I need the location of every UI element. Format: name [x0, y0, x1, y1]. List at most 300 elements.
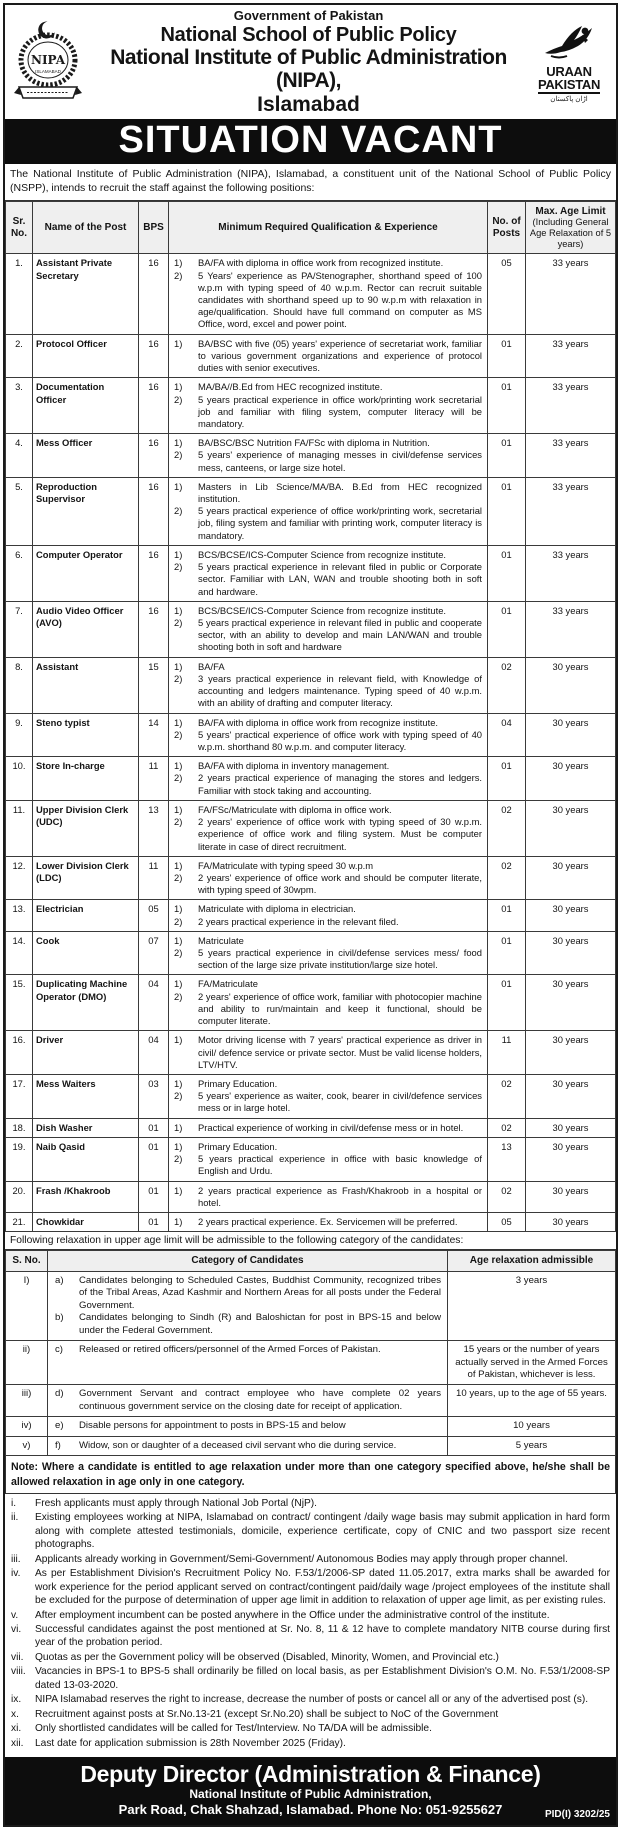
post-bps: 01: [139, 1212, 169, 1231]
post-bps: 04: [139, 975, 169, 1031]
post-name: Mess Officer: [33, 434, 139, 478]
qualification-item: [172, 605, 484, 617]
qualification-item: [172, 717, 484, 729]
instruction-text: Recruitment against posts at Sr.No.13-21 (except Sr.No.20) shall be subject to NoC of the Government: [35, 1708, 499, 1720]
post-qualification: [169, 601, 488, 657]
post-sr-no: 10.: [6, 757, 33, 801]
qualification-item-number: 1): [174, 1121, 183, 1133]
qualification-item: [172, 437, 484, 449]
category-item-label: e): [55, 1420, 64, 1432]
post-count: 13: [488, 1137, 526, 1181]
qualification-item-text: Practical experience of working in civil/defense mess or in hotel.: [198, 1121, 464, 1133]
post-max-age: 33 years: [526, 434, 616, 478]
qualification-item-number: 1): [174, 934, 183, 946]
qualification-item-text: FA/Matriculate: [198, 978, 258, 990]
qualification-item: [172, 916, 484, 928]
post-max-age: 33 years: [526, 378, 616, 434]
qualification-item-number: 2): [174, 871, 183, 883]
relaxation-table-header-row: [6, 1251, 616, 1272]
post-count: 01: [488, 545, 526, 601]
qualification-item: [172, 872, 484, 896]
qualification-item-number: 2): [174, 915, 183, 927]
post-bps: 07: [139, 931, 169, 975]
category-item-text: Widow, son or daughter of a deceased civil servant who die during service.: [79, 1439, 397, 1451]
post-count: 02: [488, 1181, 526, 1212]
qualification-item: [172, 505, 484, 542]
post-bps: 01: [139, 1137, 169, 1181]
post-max-age: 30 years: [526, 1118, 616, 1137]
qualification-item: [172, 729, 484, 753]
qualification-item-number: 1): [174, 480, 183, 492]
post-count: 02: [488, 1118, 526, 1137]
category-item-text: Candidates belonging to Sindh (R) and Baloshictan for post in BPS-15 and below under the Federal Government.: [79, 1312, 441, 1336]
qualification-item-number: 1): [174, 716, 183, 728]
footer-pid-number: PID(I) 3202/25: [544, 1808, 610, 1820]
qualification-item-number: 2): [174, 561, 183, 573]
qualification-item: [172, 935, 484, 947]
post-name: Mess Waiters: [33, 1075, 139, 1119]
relaxation-row: [6, 1341, 616, 1385]
post-row: [6, 477, 616, 545]
qualification-item: [172, 1034, 484, 1071]
post-qualification: [169, 378, 488, 434]
post-qualification: [169, 1137, 488, 1181]
qualification-item-number: 2): [174, 1090, 183, 1102]
post-max-age: 33 years: [526, 254, 616, 334]
qualification-item: [172, 772, 484, 796]
qualification-item-text: BA/BSC with five (05) years' experience of secretariat work, familiar to various government organizations and experience of protocol duties with senior executives.: [198, 337, 482, 374]
post-qualification: [169, 254, 488, 334]
relaxation-row: [6, 1385, 616, 1417]
qualification-item-text: 5 years practical experience in office work/printing work secretarial job and familiar with filing system, computer literacy will be mandatory.: [198, 393, 482, 429]
instruction-item: [9, 1567, 612, 1607]
instruction-item: [9, 1708, 612, 1721]
post-count: 01: [488, 434, 526, 478]
nipa-logo: [11, 21, 89, 105]
qualification-item-text: Matriculate: [198, 934, 244, 946]
qualification-item-number: 2): [174, 728, 183, 740]
qualification-item-text: Matriculate with diploma in electrician.: [198, 903, 356, 915]
government-line: Government of Pakistan: [233, 8, 384, 23]
instruction-text: Applicants already working in Government/Semi-Government/ Autonomous Bodies may apply through proper channel.: [35, 1553, 568, 1565]
category-item-text: Government Servant and contract employee who have complete 02 years continuous government service on the closing date for receipt of application.: [79, 1388, 441, 1412]
post-row: [6, 975, 616, 1031]
col-header-age-relaxation: Age relaxation admissible: [448, 1251, 616, 1272]
qualification-item: [172, 760, 484, 772]
institute-line: National Institute of Public Administration (NIPA),: [110, 45, 507, 93]
instruction-item: [9, 1693, 612, 1706]
uraan-wordmark: [538, 65, 600, 94]
relaxation-category: [48, 1341, 448, 1385]
qualification-item: [172, 617, 484, 654]
posts-table: [5, 201, 616, 1232]
post-sr-no: 6.: [6, 545, 33, 601]
qualification-item: [172, 481, 484, 505]
uraan-pakistan-logo: [528, 23, 610, 103]
post-bps: 16: [139, 545, 169, 601]
post-max-age: 30 years: [526, 713, 616, 757]
qualification-item-text: 2 years' experience of office work, familiar with photocopier machine and ability to run/maintain and keep it functional, should be computer literate.: [198, 990, 482, 1027]
instruction-number: xi.: [11, 1723, 22, 1735]
qualification-item: [172, 903, 484, 915]
post-row: [6, 757, 616, 801]
relaxation-s-no: ii): [6, 1341, 48, 1385]
post-count: 05: [488, 1212, 526, 1231]
post-name: Cook: [33, 931, 139, 975]
qualification-item-number: 1): [174, 859, 183, 871]
qualification-item-text: 5 years' experience of managing messes in civil/defense services mess, canteens, or large size hotel.: [198, 449, 482, 473]
footer-signatory-title: Deputy Director (Administration & Finance): [80, 1761, 541, 1788]
qualification-item-text: FA/Matriculate with typing speed 30 w.p.m: [198, 859, 374, 871]
post-sr-no: 8.: [6, 657, 33, 713]
relaxation-value: 10 years, up to the age of 55 years.: [448, 1385, 616, 1417]
footer-bar: [5, 1757, 616, 1825]
post-bps: 01: [139, 1181, 169, 1212]
post-qualification: [169, 1181, 488, 1212]
relaxation-value: 3 years: [448, 1271, 616, 1340]
qualification-item-text: BA/FA with diploma in office work from recognized institute.: [198, 257, 444, 269]
post-count: 02: [488, 657, 526, 713]
post-row: [6, 1137, 616, 1181]
post-max-age: 30 years: [526, 856, 616, 900]
max-age-subtitle: (Including General Age Relaxation of 5 years): [529, 217, 612, 249]
category-item: [51, 1312, 444, 1337]
post-qualification: [169, 1118, 488, 1137]
instruction-text: Only shortlisted candidates will be called for Test/Interview. No TA/DA will be admissible.: [35, 1723, 432, 1735]
qualification-item-number: 2): [174, 449, 183, 461]
category-item: [51, 1388, 444, 1413]
post-max-age: 30 years: [526, 757, 616, 801]
instruction-number: i.: [11, 1497, 17, 1509]
post-count: 01: [488, 477, 526, 545]
post-sr-no: 5.: [6, 477, 33, 545]
qualification-item-number: 2): [174, 990, 183, 1002]
masthead: [5, 5, 616, 119]
post-sr-no: 2.: [6, 334, 33, 378]
qualification-item-text: 5 years practical experience of office work/printing work, secretarial job, filing system and familiar with printing work, computer literacy is mandatory.: [198, 505, 482, 541]
post-qualification: [169, 334, 488, 378]
qualification-item-number: 2): [174, 816, 183, 828]
instruction-text: Vacancies in BPS-1 to BPS-5 shall ordinarily be filled on local basis, as per Establishment Division's O.M. No. F.53/1/2008-SP dated 13-03-2020.: [35, 1666, 610, 1691]
post-row: [6, 713, 616, 757]
qualification-item: [172, 394, 484, 431]
instruction-item: [9, 1722, 612, 1735]
qualification-item-number: 1): [174, 1184, 183, 1196]
masthead-titles: [89, 9, 528, 116]
post-name: Reproduction Supervisor: [33, 477, 139, 545]
qualification-item-number: 1): [174, 1215, 183, 1227]
post-sr-no: 18.: [6, 1118, 33, 1137]
qualification-item: [172, 673, 484, 710]
instruction-number: vii.: [11, 1651, 24, 1663]
post-max-age: 30 years: [526, 1181, 616, 1212]
post-sr-no: 11.: [6, 800, 33, 856]
relaxation-row: [6, 1436, 616, 1455]
post-max-age: 30 years: [526, 657, 616, 713]
post-sr-no: 21.: [6, 1212, 33, 1231]
post-qualification: [169, 931, 488, 975]
instruction-item: [9, 1553, 612, 1566]
qualification-item: [172, 338, 484, 375]
col-header-post-name: Name of the Post: [33, 201, 139, 254]
qualification-item-text: 5 years practical experience in relevant filed in public and cooperate sector, with an ability to develop and main LAN/WAN and trouble shooting both in soft and hardware: [198, 617, 482, 653]
post-qualification: [169, 1031, 488, 1075]
post-sr-no: 16.: [6, 1031, 33, 1075]
category-item: [51, 1344, 444, 1356]
post-sr-no: 12.: [6, 856, 33, 900]
post-bps: 01: [139, 1118, 169, 1137]
qualification-item-text: 5 years' experience as waiter, cook, bearer in civil/defence services mess or in large hotel.: [198, 1090, 482, 1114]
qualification-item-number: 2): [174, 947, 183, 959]
instruction-text: Fresh applicants must apply through National Job Portal (NjP).: [35, 1497, 317, 1509]
qualification-item-number: 2): [174, 1153, 183, 1165]
qualification-item: [172, 1122, 484, 1134]
post-count: 01: [488, 975, 526, 1031]
category-item-text: Disable persons for appointment to posts in BPS-15 and below: [79, 1420, 346, 1432]
relaxation-intro: Following relaxation in upper age limit will be admissible to the following category of the candidates:: [5, 1232, 616, 1250]
post-count: 04: [488, 713, 526, 757]
qualification-item-text: 5 Years' experience as PA/Stenographer, shorthand speed of 100 w.p.m with typing speed of 40 w.p.m. Rector can recruit suitable candidates with shorthand speed up to 90 w.p.m with relaxation in age/qualification. Should have full command on computer as MS Office, word, excel and power point.: [198, 269, 482, 330]
col-header-no-of-posts: No. of Posts: [488, 201, 526, 254]
qualification-item-text: 3 years practical experience in relevant field, with Knowledge of accounting and ledgers maintenance. Typing speed of 40 w.p.m. with an ability of drafting and computer literacy.: [198, 672, 482, 709]
post-bps: 11: [139, 856, 169, 900]
instruction-text: After employment incumbent can be posted anywhere in the Office under the administrative control of the institute.: [35, 1609, 550, 1621]
post-row: [6, 900, 616, 931]
category-item-text: Candidates belonging to Scheduled Castes, Buddhist Community, recognized tribes of the Tribal Areas, Azad Kashmir and Northern Areas for all posts under the Federal Government.: [79, 1274, 441, 1311]
qualification-item-text: 2 years practical experience of managing the stores and ledgers. Familiar with stock taking and accounting.: [198, 772, 482, 796]
category-item-label: b): [55, 1312, 64, 1324]
qualification-item-number: 2): [174, 393, 183, 405]
post-name: Computer Operator: [33, 545, 139, 601]
post-name: Naib Qasid: [33, 1137, 139, 1181]
uraan-bird-icon: [541, 23, 597, 65]
instruction-item: [9, 1497, 612, 1510]
post-name: Duplicating Machine Operator (DMO): [33, 975, 139, 1031]
qualification-item-number: 2): [174, 617, 183, 629]
qualification-item-number: 1): [174, 1034, 183, 1046]
post-sr-no: 7.: [6, 601, 33, 657]
qualification-item: [172, 270, 484, 331]
category-item: [51, 1420, 444, 1432]
relaxation-value: 15 years or the number of years actually served in the Armed Forces of Pakistan, whichever is less.: [448, 1341, 616, 1385]
relaxation-value: 5 years: [448, 1436, 616, 1455]
category-item-label: d): [55, 1388, 64, 1400]
qualification-item-text: 2 years practical experience as Frash/Khakroob in a hospital or hotel.: [198, 1184, 482, 1208]
post-count: 01: [488, 757, 526, 801]
one-category-note: Note: Where a candidate is entitled to age relaxation under more than one category specified above, he/she shall be allowed relaxation in age only in one category.: [5, 1456, 616, 1494]
post-row: [6, 254, 616, 334]
qualification-item-number: 1): [174, 978, 183, 990]
category-item: [51, 1275, 444, 1312]
post-name: Store In-charge: [33, 757, 139, 801]
post-count: 01: [488, 900, 526, 931]
qualification-item-text: BCS/BCSE/ICS-Computer Science from recognize institute.: [198, 604, 447, 616]
qualification-item: [172, 561, 484, 598]
qualification-item-number: 1): [174, 1078, 183, 1090]
qualification-item-number: 1): [174, 760, 183, 772]
advert-page: [3, 3, 618, 1827]
relaxation-s-no: iii): [6, 1385, 48, 1417]
post-name: Electrician: [33, 900, 139, 931]
relaxation-s-no: I): [6, 1271, 48, 1340]
col-header-category: Category of Candidates: [48, 1251, 448, 1272]
max-age-title: Max. Age Limit: [535, 205, 606, 217]
qualification-item: [172, 661, 484, 673]
instruction-number: iv.: [11, 1568, 21, 1580]
instruction-number: vi.: [11, 1624, 22, 1635]
svg-text:ISLAMABAD: ISLAMABAD: [35, 68, 61, 74]
instruction-number: x.: [11, 1708, 19, 1720]
post-max-age: 30 years: [526, 800, 616, 856]
relaxation-value: 10 years: [448, 1417, 616, 1436]
nipa-crest-icon: [11, 21, 85, 105]
qualification-item: [172, 549, 484, 561]
post-sr-no: 19.: [6, 1137, 33, 1181]
instruction-item: [9, 1623, 612, 1650]
intro-paragraph: The National Institute of Public Administration (NIPA), Islamabad, a constituent unit of the National School of Public Policy (NSPP), intends to recruit the staff against the following positions:: [5, 164, 616, 200]
instruction-number: ix.: [11, 1694, 22, 1706]
col-header-bps: BPS: [139, 201, 169, 254]
post-sr-no: 15.: [6, 975, 33, 1031]
qualification-item-text: 5 years' practical experience of office work with typing speed of 40 w.p.m. shorthand 80 w.p.m. and computer literacy.: [198, 728, 482, 752]
instruction-text: Last date for application submission is 28th November 2025 (Friday).: [35, 1737, 346, 1749]
post-qualification: [169, 800, 488, 856]
post-row: [6, 378, 616, 434]
post-name: Assistant: [33, 657, 139, 713]
post-bps: 16: [139, 378, 169, 434]
post-sr-no: 20.: [6, 1181, 33, 1212]
post-bps: 16: [139, 477, 169, 545]
qualification-item-number: 1): [174, 437, 183, 449]
general-instructions-list: [5, 1494, 616, 1757]
post-qualification: [169, 900, 488, 931]
post-name: Documentation Officer: [33, 378, 139, 434]
qualification-item-number: 1): [174, 604, 183, 616]
post-bps: 04: [139, 1031, 169, 1075]
instruction-item: [9, 1651, 612, 1664]
city-line: Islamabad: [257, 92, 360, 116]
post-count: 05: [488, 254, 526, 334]
footer-address-phone: Park Road, Chak Shahzad, Islamabad. Phone No: 051-9255627: [118, 1802, 503, 1818]
uraan-urdu-tagline: اڑان پاکستان: [550, 95, 588, 103]
qualification-item-text: 2 years practical experience. Ex. Servicemen will be preferred.: [198, 1215, 458, 1227]
post-row: [6, 931, 616, 975]
post-bps: 14: [139, 713, 169, 757]
category-item-label: f): [55, 1439, 61, 1451]
post-name: Dish Washer: [33, 1118, 139, 1137]
qualification-item-text: Masters in Lib Science/MA/BA. B.Ed from HEC recognized institution.: [198, 480, 482, 505]
post-name: Frash /Khakroob: [33, 1181, 139, 1212]
post-row: [6, 1075, 616, 1119]
post-row: [6, 1031, 616, 1075]
post-max-age: 30 years: [526, 975, 616, 1031]
post-row: [6, 1181, 616, 1212]
qualification-item-text: 2 years' experience of office work with typing speed of 30 w.p.m. experience of office work and filing system. Must be computer literate in case of direct recruitment.: [198, 816, 482, 852]
col-header-qualification: Minimum Required Qualification & Experience: [169, 201, 488, 254]
svg-text:NIPA: NIPA: [30, 52, 66, 67]
qualification-item: [172, 947, 484, 971]
qualification-item-text: Primary Education.: [198, 1078, 278, 1090]
post-sr-no: 4.: [6, 434, 33, 478]
qualification-item-text: Motor driving license with 7 years' practical experience as driver in civil/ defence service or private sector. Must be valid license holders, LTV/HTV.: [198, 1034, 482, 1070]
post-max-age: 30 years: [526, 1212, 616, 1231]
post-sr-no: 1.: [6, 254, 33, 334]
qualification-item: [172, 1141, 484, 1153]
post-qualification: [169, 477, 488, 545]
post-sr-no: 3.: [6, 378, 33, 434]
instruction-text: Successful candidates against the post mentioned at Sr. No. 8, 11 & 12 have to complete mandatory NITB course during first year of the probation period.: [35, 1624, 610, 1649]
qualification-item: [172, 816, 484, 853]
post-name: Upper Division Clerk (UDC): [33, 800, 139, 856]
post-name: Steno typist: [33, 713, 139, 757]
qualification-item-text: MA/BA//B.Ed from HEC recognized institute.: [198, 381, 383, 393]
post-count: 01: [488, 334, 526, 378]
relaxation-category: [48, 1271, 448, 1340]
post-row: [6, 334, 616, 378]
post-qualification: [169, 545, 488, 601]
instruction-number: ii.: [11, 1512, 19, 1524]
post-sr-no: 13.: [6, 900, 33, 931]
post-bps: 13: [139, 800, 169, 856]
post-max-age: 30 years: [526, 900, 616, 931]
post-bps: 16: [139, 434, 169, 478]
post-qualification: [169, 975, 488, 1031]
post-bps: 16: [139, 601, 169, 657]
instruction-number: xii.: [11, 1737, 24, 1749]
col-header-max-age: [526, 201, 616, 254]
instruction-text: Quotas as per the Government policy will be observed (Disabled, Minority, Women, and Provincial etc.): [35, 1651, 499, 1663]
qualification-item: [172, 804, 484, 816]
qualification-item-number: 1): [174, 257, 183, 269]
post-bps: 15: [139, 657, 169, 713]
qualification-item-text: 2 years' experience of office work and should be computer literate, with typing speed of 30wpm.: [198, 871, 482, 896]
qualification-item-number: 2): [174, 505, 183, 517]
qualification-item-number: 1): [174, 337, 183, 349]
post-bps: 16: [139, 334, 169, 378]
qualification-item-text: 5 years practical experience in civil/defense services mess/ food section of the large size private institution/large size hotel.: [198, 947, 482, 971]
post-name: Driver: [33, 1031, 139, 1075]
post-qualification: [169, 434, 488, 478]
instruction-number: iii.: [11, 1553, 21, 1565]
post-sr-no: 17.: [6, 1075, 33, 1119]
instruction-item: [9, 1665, 612, 1692]
qualification-item: [172, 449, 484, 473]
relaxation-category: [48, 1417, 448, 1436]
post-row: [6, 800, 616, 856]
post-bps: 16: [139, 254, 169, 334]
qualification-item-number: 1): [174, 381, 183, 393]
qualification-item-number: 2): [174, 672, 183, 684]
post-row: [6, 1212, 616, 1231]
post-max-age: 33 years: [526, 477, 616, 545]
post-qualification: [169, 856, 488, 900]
post-qualification: [169, 1075, 488, 1119]
post-sr-no: 14.: [6, 931, 33, 975]
age-relaxation-table: [5, 1250, 616, 1456]
post-max-age: 33 years: [526, 334, 616, 378]
qualification-item: [172, 978, 484, 990]
instruction-text: As per Establishment Division's Recruitment Policy No. F.53/1/2006-SP dated 11.05.2017, extra marks shall be awarded for work experience for the period applicant served on contract/contingent paid/daily wage /project employees of the institute shall be excluded for the purpose of determination of upper age limit in addition to relaxation of upper age limit, as per existing rules.: [35, 1568, 610, 1607]
post-name: Protocol Officer: [33, 334, 139, 378]
qualification-item-text: BA/BSC/BSC Nutrition FA/FSc with diploma in Nutrition.: [198, 437, 430, 449]
qualification-item-text: 2 years practical experience in the relevant filed.: [198, 915, 399, 927]
qualification-item: [172, 381, 484, 393]
qualification-item-text: BCS/BCSE/ICS-Computer Science from recognize institute.: [198, 548, 447, 560]
instruction-number: viii.: [11, 1666, 26, 1678]
category-item-text: Released or retired officers/personnel of the Armed Forces of Pakistan.: [79, 1344, 381, 1356]
qualification-item-number: 1): [174, 903, 183, 915]
post-sr-no: 9.: [6, 713, 33, 757]
